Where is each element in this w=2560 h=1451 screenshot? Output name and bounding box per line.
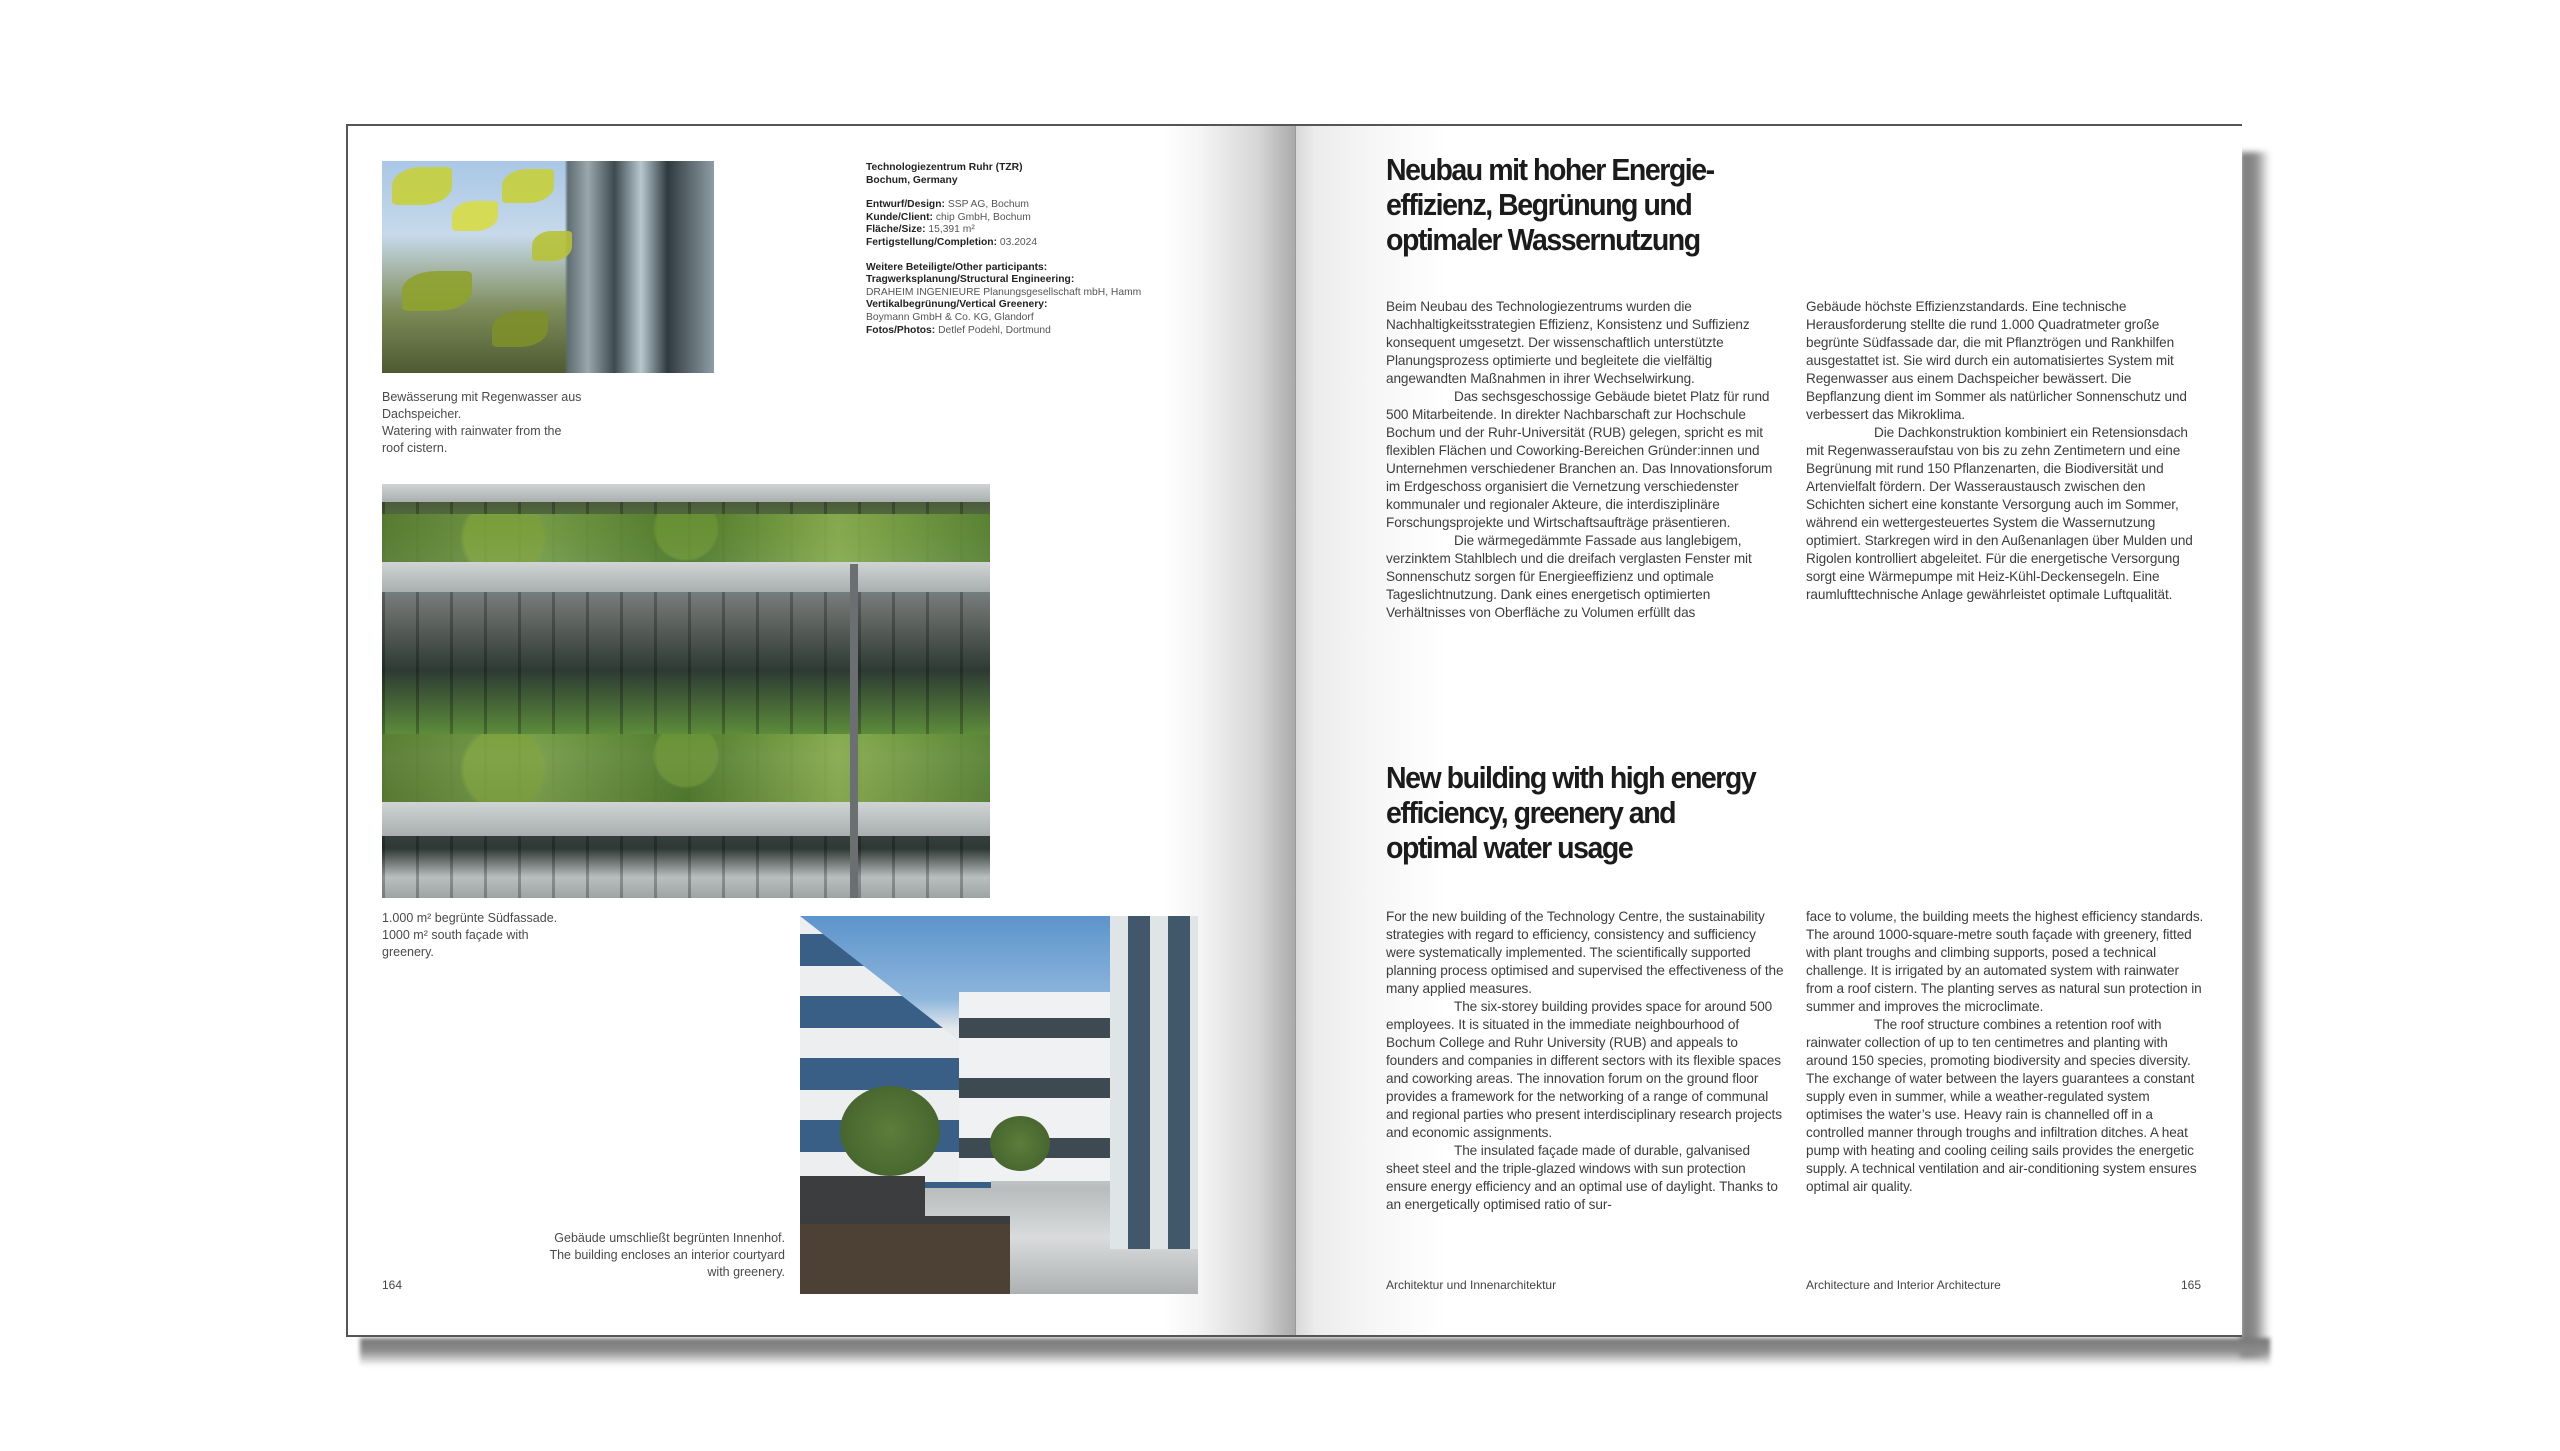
credit-label: Vertikalbegrünung/Vertical Greenery: xyxy=(866,299,1048,311)
headline-english: New building with high energy efficiency, greenery and optimal water usage xyxy=(1386,760,1756,865)
facade-band xyxy=(382,802,990,836)
credit-row: Fertigstellung/Completion: 03.2024 xyxy=(866,236,1038,248)
project-name: Technologiezentrum Ruhr (TZR) xyxy=(866,162,1023,173)
caption-de: Gebäude umschließt begrünten Innenhof. xyxy=(554,1231,785,1245)
leaf-shape xyxy=(532,231,572,261)
paragraph: Gebäude höchste Effizienzstandards. Eine technische Herausforderung stellte die rund 1.000 Quadratmeter große begrünte Südfassade dar, die mit Pflanztrögen und Rankhilfen ausgestattet ist. Sie wird durch ein automatisiertes System mit Regenwasser aus einem Dachspeicher bewässert. Die Bepflanzung dient im Sommer als natürlicher Sonnenschutz und verbessert das Mikroklima. xyxy=(1806,299,2187,422)
book-shadow-bottom xyxy=(360,1338,2270,1366)
credit-label: Tragwerksplanung/Structural Engineering: xyxy=(866,274,1075,286)
credit-row: Kunde/Client: chip GmbH, Bochum xyxy=(866,211,1031,223)
body-en-column-2 xyxy=(1806,908,2206,1196)
paragraph: Die wärmegedämmte Fassade aus langlebigem, verzinktem Stahlblech und die dreifach verglasten Fenster mit Sonnenschutz sorgen für Energieeffizienz und optimale Tageslichtnutzung. Dank eines energetisch optimierten Verhältnisses von Oberfläche zu Volumen erfüllt das xyxy=(1386,533,1752,620)
body-en-column-1 xyxy=(1386,908,1786,1214)
left-page xyxy=(348,126,1296,1335)
caption-south-facade xyxy=(382,910,582,961)
page-number-left: 164 xyxy=(382,1278,403,1292)
credit-value: Boymann GmbH & Co. KG, Glandorf xyxy=(866,311,1034,323)
greenery-strip xyxy=(382,734,990,804)
page-number-right: 165 xyxy=(2181,1278,2202,1292)
credit-row: Fotos/Photos: Detlef Podehl, Dortmund xyxy=(866,324,1051,336)
leaf-shape xyxy=(492,311,548,347)
leaf-shape xyxy=(402,271,472,311)
leaf-shape xyxy=(502,169,554,203)
project-credits xyxy=(866,162,1166,337)
paragraph: Beim Neubau des Technologiezentrums wurden die Nachhaltigkeitsstrategien Effizienz, Konsistenz und Suffizienz konsequent umgesetzt. Der wissenschaftlich unterstützte Planungsprozess optimierte und begleitete die vielfältig angewandten Maßnahmen in ihrer Wechselwirkung. xyxy=(1386,299,1750,386)
running-footer-en: Architecture and Interior Architecture xyxy=(1806,1278,2001,1292)
running-footer-de: Architektur und Innenarchitektur xyxy=(1386,1278,1557,1292)
book-spread xyxy=(346,124,2242,1337)
tree xyxy=(840,1086,940,1176)
caption-courtyard xyxy=(548,1230,785,1281)
credit-row: Fläche/Size: 15,391 m² xyxy=(866,224,975,236)
caption-en: The building encloses an interior courtyard with greenery. xyxy=(549,1248,785,1279)
credit-row: Entwurf/Design: SSP AG, Bochum xyxy=(866,199,1029,211)
building-wing-right xyxy=(1110,916,1198,1249)
leaf-shape xyxy=(452,201,498,231)
paragraph: Die Dachkonstruktion kombiniert ein Retensionsdach mit Regenwasseraufstau von bis zu zehn Zentimetern und eine Begrünung mit rund 150 Pflanzenarten, die Biodiversität und Artenvielfalt fördern. Der Wasseraustausch zwischen den Schichten sichert eine konstante Versorgung auch im Sommer, während ein wettergesteuertes System die Wassernutzung optimiert. Starkregen wird in den Außenanlagen über Mulden und Rigolen kontrolliert abgeleitet. Für die energetische Versorgung sorgt eine Wärmepumpe mit Heiz-Kühl-Deckensegeln. Eine raumlufttechnische Anlage gewährleistet optimale Luftqualität. xyxy=(1806,425,2193,602)
other-participants-heading: Weitere Beteiligte/Other participants: xyxy=(866,261,1048,273)
photo-climbing-plants xyxy=(382,161,714,373)
planter xyxy=(800,1176,925,1216)
body-de-column-1 xyxy=(1386,298,1786,622)
paragraph: The six-storey building provides space for around 500 employees. It is situated in the immediate neighbourhood of Bochum College and Ruhr University (RUB) and appeals to founders and companies in different sectors with its flexible spaces and coworking areas. The innovation forum on the ground floor provides a framework for the networking of a range of communal and regional parties who present interdisciplinary research projects and economic assignments. xyxy=(1386,999,1782,1140)
book-shadow-right xyxy=(2240,152,2270,1357)
caption-de: Bewässerung mit Regenwasser aus Dachspeicher. xyxy=(382,390,582,421)
facade-band xyxy=(382,484,990,502)
tree xyxy=(990,1116,1050,1171)
project-location: Bochum, Germany xyxy=(866,174,958,186)
caption-en: 1000 m² south façade with greenery. xyxy=(382,928,529,959)
lamp-pole xyxy=(850,564,858,898)
facade-band xyxy=(382,562,990,592)
paragraph: Das sechsgeschossige Gebäude bietet Platz für rund 500 Mitarbeitende. In direkter Nachbarschaft zur Hochschule Bochum und der Ruhr-Universität (RUB) gelegen, spricht es mit flexiblen Flächen und Coworking-Bereichen Gründer:innen und Unternehmen verschiedener Branchen an. Das Innovationsforum im Erdgeschoss organisiert die Vernetzung verschiedenster kommunaler und regionaler Akteure, die interdisziplinäre Forschungsprojekte und Wirtschaftsaufträge präsentieren. xyxy=(1386,389,1773,530)
body-de-column-2 xyxy=(1806,298,2206,604)
paragraph: The insulated façade made of durable, galvanised sheet steel and the triple-glazed windows with sun protection ensure energy efficiency and an optimal use of daylight. Thanks to an energetically optimised ratio of sur- xyxy=(1386,1143,1778,1212)
greenery-strip xyxy=(382,514,990,562)
headline-german: Neubau mit hoher Energie- effizienz, Begrünung und optimaler Wassernutzung xyxy=(1386,152,1714,257)
paragraph: face to volume, the building meets the highest efficiency standards. The around 1000-square-metre south façade with greenery, fitted with plant troughs and climbing supports, posed a technical challenge. It is irrigated by an automated system with rainwater from a roof cistern. The planting serves as natural sun protection in summer and improves the microclimate. xyxy=(1806,909,2204,1014)
leaf-shape xyxy=(392,167,452,205)
right-page xyxy=(1296,126,2242,1335)
caption-watering xyxy=(382,389,582,457)
photo-courtyard xyxy=(800,916,1198,1294)
photo-green-facade xyxy=(382,484,990,898)
planter xyxy=(800,1216,1010,1294)
credit-value: DRAHEIM INGENIEURE Planungsgesellschaft mbH, Hamm xyxy=(866,286,1142,298)
paragraph: For the new building of the Technology Centre, the sustainability strategies with regard to efficiency, consistency and sufficiency were systematically implemented. The scientifically supported planning process optimised and supervised the effectiveness of the many applied measures. xyxy=(1386,909,1784,996)
paragraph: The roof structure combines a retention roof with rainwater collection of up to ten centimetres and planting with around 150 species, promoting biodiversity and species diversity. The exchange of water between the layers guarantees a constant supply even in summer, while a weather-regulated system optimises the water’s use. Heavy rain is channelled off in a controlled manner through troughs and infiltration ditches. A heat pump with heating and cooling ceiling sails provides the energetic supply. A technical ventilation and air-conditioning system ensures optimal air quality. xyxy=(1806,1017,2197,1194)
caption-de: 1.000 m² begrünte Südfassade. xyxy=(382,911,558,925)
caption-en: Watering with rainwater from the roof cistern. xyxy=(382,424,562,455)
